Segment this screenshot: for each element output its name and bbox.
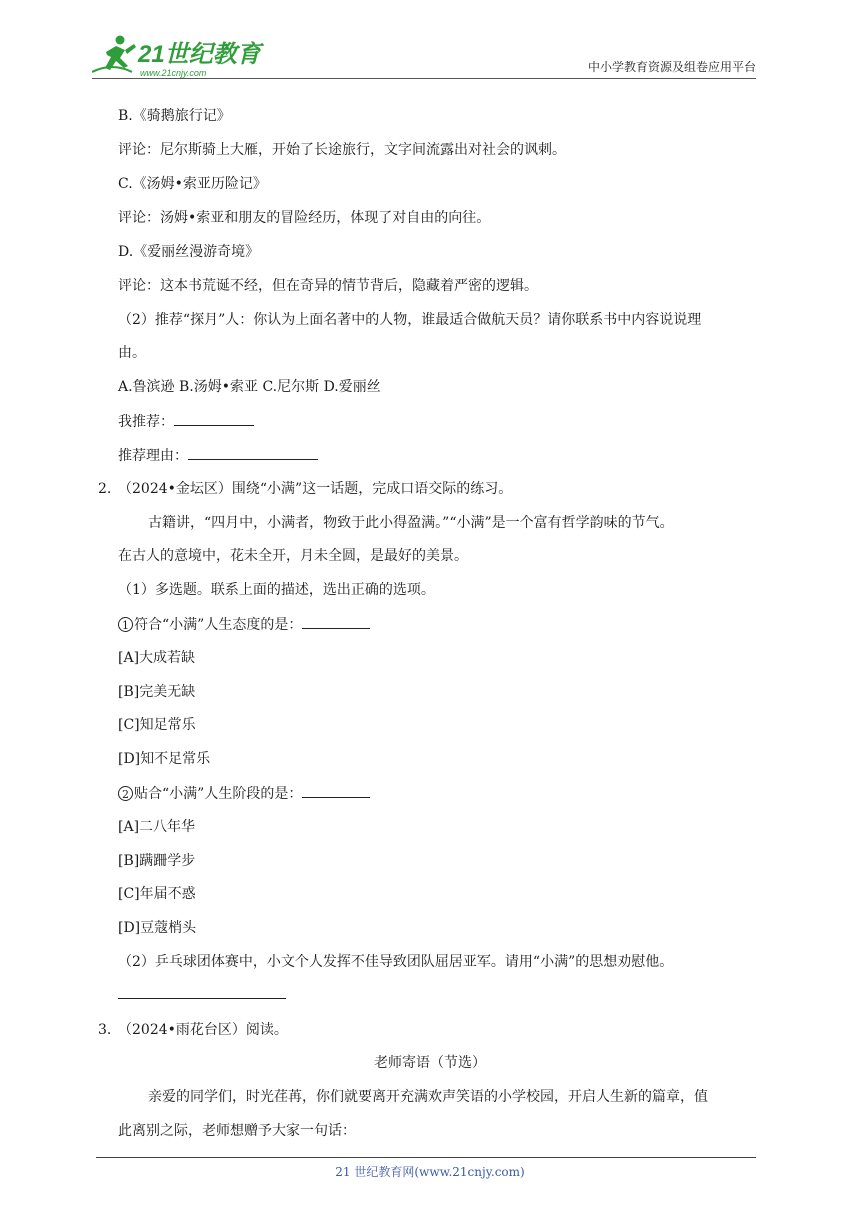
subquestion-2-cont: 由。 xyxy=(118,345,146,361)
character-options: A.鲁滨逊 B.汤姆•索亚 C.尼尔斯 D.爱丽丝 xyxy=(118,379,381,395)
recommend-label: 我推荐： xyxy=(118,414,174,430)
footer-divider xyxy=(96,1157,756,1158)
question-2-number: 2. xyxy=(98,481,112,497)
option-c-comment: 评论：汤姆•索亚和朋友的冒险经历，体现了对自由的向往。 xyxy=(118,210,491,226)
choice-2-option-b[interactable]: [B]蹒跚学步 xyxy=(118,853,196,869)
choice-2-prompt: 贴合“小满”人生阶段的是： xyxy=(134,786,303,802)
logo-text: 21世纪教育 xyxy=(138,41,261,68)
option-c-title: C.《汤姆•索亚历险记》 xyxy=(118,176,267,192)
answer-blank[interactable] xyxy=(118,984,286,999)
choice-2-option-c[interactable]: [C]年届不惑 xyxy=(118,886,196,902)
choice-1-option-c[interactable]: [C]知足常乐 xyxy=(118,717,196,733)
question-2-heading: （2024•金坛区）围绕“小满”这一话题，完成口语交际的练习。 xyxy=(118,481,513,497)
question-2-para-2: 在古人的意境中，花未全开，月未全圆，是最好的美景。 xyxy=(118,548,468,564)
reason-blank[interactable] xyxy=(188,445,318,460)
footer-text: 21 世纪教育网(www.21cnjy.com) xyxy=(335,1165,525,1179)
question-3-heading: （2024•雨花台区）阅读。 xyxy=(118,1022,288,1038)
recommend-blank[interactable] xyxy=(174,411,254,426)
circled-number-1: 1 xyxy=(118,617,133,632)
reason-row xyxy=(118,445,318,466)
choice-2-blank[interactable] xyxy=(302,783,370,798)
option-d-comment: 评论：这本书荒诞不经，但在奇异的情节背后，隐藏着严密的逻辑。 xyxy=(118,278,538,294)
question-2-sub-1: （1）多选题。联系上面的描述，选出正确的选项。 xyxy=(118,582,435,598)
choice-2-row xyxy=(118,783,370,804)
header-divider xyxy=(92,78,756,79)
choice-1-blank[interactable] xyxy=(302,614,370,629)
choice-1-option-d[interactable]: [D]知不足常乐 xyxy=(118,751,211,767)
option-b-comment: 评论：尼尔斯骑上大雁，开始了长途旅行，文字间流露出对社会的讽刺。 xyxy=(118,142,566,158)
reason-label: 推荐理由： xyxy=(118,448,188,464)
choice-1-option-b[interactable]: [B]完美无缺 xyxy=(118,684,196,700)
choice-2-option-a[interactable]: [A]二八年华 xyxy=(118,819,196,835)
choice-1-row xyxy=(118,614,370,635)
reading-para-1: 亲爱的同学们，时光荏苒，你们就要离开充满欢声笑语的小学校园，开启人生新的篇章，值 xyxy=(148,1089,708,1105)
circled-number-2: 2 xyxy=(118,786,133,801)
recommend-row xyxy=(118,411,254,432)
question-3-number: 3. xyxy=(98,1022,112,1038)
header-platform-name: 中小学教育资源及组卷应用平台 xyxy=(587,60,756,74)
subquestion-2: （2）推荐“探月”人：你认为上面名著中的人物，谁最适合做航天员？请你联系书中内容说说理 xyxy=(118,312,702,328)
choice-1-option-a[interactable]: [A]大成若缺 xyxy=(118,650,196,666)
question-2-sub-2: （2）乒乓球团体赛中，小文个人发挥不佳导致团队屈居亚军。请用“小满”的思想劝慰他。 xyxy=(118,954,674,970)
choice-2-option-d[interactable]: [D]豆蔻梢头 xyxy=(118,920,197,936)
reading-para-2: 此离别之际，老师想赠予大家一句话： xyxy=(118,1123,356,1139)
runner-icon xyxy=(92,36,136,73)
option-d-title: D.《爱丽丝漫游奇境》 xyxy=(118,244,260,260)
choice-1-prompt: 符合“小满”人生态度的是： xyxy=(134,617,303,633)
question-2-para-1: 古籍讲，“四月中，小满者，物致于此小得盈满。”“小满”是一个富有哲学韵味的节气。 xyxy=(148,515,674,531)
option-b-title: B.《骑鹅旅行记》 xyxy=(118,108,231,124)
site-logo xyxy=(92,32,272,80)
answer-blank-row xyxy=(118,984,286,1005)
page-header xyxy=(92,30,756,80)
reading-title: 老师寄语（节选） xyxy=(374,1055,486,1071)
logo-url: www.21cnjy.com xyxy=(140,68,207,78)
